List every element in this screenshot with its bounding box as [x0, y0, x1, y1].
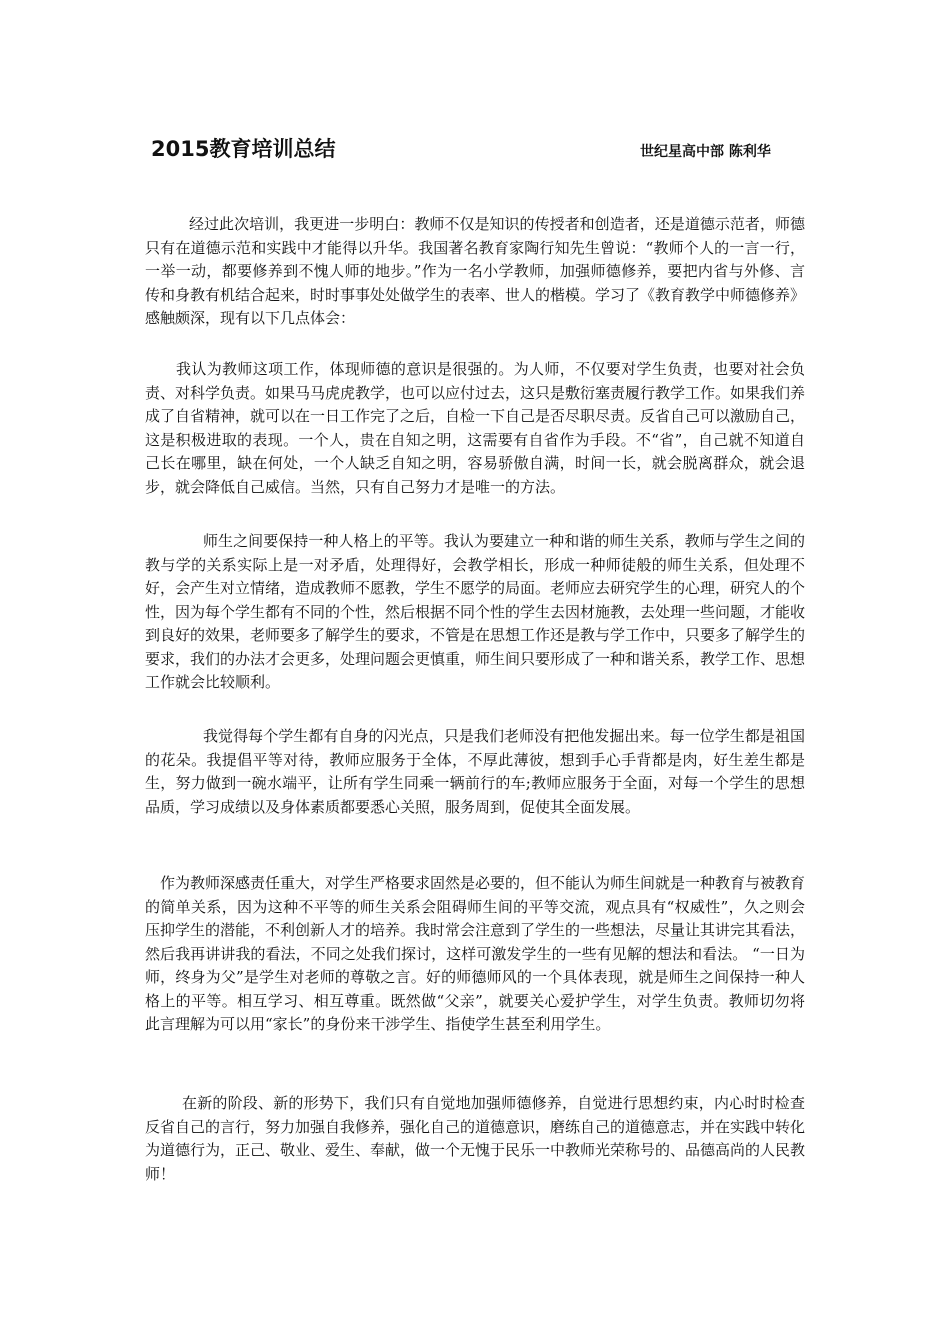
document-author: 世纪星高中部 陈利华: [640, 144, 771, 160]
paragraph-1: 经过此次培训，我更进一步明白：教师不仅是知识的传授者和创造者，还是道德示范者，师德只有在道德示范和实践中才能得以升华。我国著名教育家陶行知先生曾说：“教师个人的一言一行，一举一动，都要修养到不愧人师的地步。”作为一名小学教师，加强师德修养，要把内省与外修、言传和身教有机结合起来，时时事事处处做学生的表率、世人的楷模。学习了《教育教学中师德修养》感触颇深，现有以下几点体会：: [145, 215, 806, 327]
paragraph-2: 我认为教师这项工作，体现师德的意识是很强的。为人师，不仅要对学生负责，也要对社会负责、对科学负责。如果马马虎虎教学，也可以应付过去，这只是敷衍塞责履行教学工作。如果我们养成了自省精神，就可以在一日工作完了之后，自检一下自己是否尽职尽责。反省自己可以激励自己，这是积极进取的表现。一个人，贵在自知之明，这需要有自省作为手段。不“省”，自己就不知道自己长在哪里，缺在何处，一个人缺乏自知之明，容易骄傲自满，时间一长，就会脱离群众，就会退步，就会降低自己威信。当然，只有自己努力才是唯一的方法。: [145, 360, 806, 496]
paragraph-5: 作为教师深感责任重大，对学生严格要求固然是必要的，但不能认为师生间就是一种教育与被教育的简单关系，因为这种不平等的师生关系会阻碍师生间的平等交流，观点具有“权威性”，久之则会压抑学生的潜能，不利创新人才的培养。我时常会注意到了学生的一些想法，尽量让其讲完其看法，然后我再讲讲我的看法，不同之处我们探讨，这样可激发学生的一些有见解的想法和看法。 “一日为师，终身为父”是学生对老师的尊敬之言。好的师德师风的一个具体表现，就是师生之间保持一种人格上的平等。相互学习、相互尊重。既然做“父亲”，就要关心爱护学生，对学生负责。教师切勿将此言理解为可以用“家长”的身份来干涉学生、指使学生甚至利用学生。: [145, 874, 806, 1033]
paragraph-4: 我觉得每个学生都有自身的闪光点，只是我们老师没有把他发掘出来。每一位学生都是祖国的花朵。我提倡平等对待，教师应服务于全体，不厚此薄彼，想到手心手背都是肉，好生差生都是生，努力做到一碗水端平，让所有学生同乘一辆前行的车;教师应服务于全面，对每一个学生的思想品质，学习成绩以及身体素质都要悉心关照，服务周到，促使其全面发展。: [145, 727, 805, 816]
paragraph-3: 师生之间要保持一种人格上的平等。我认为要建立一种和谐的师生关系，教师与学生之间的教与学的关系实际上是一对矛盾，处理得好，会教学相长，形成一种师徒般的师生关系，但处理不好，会产生对立情绪，造成教师不愿教，学生不愿学的局面。老师应去研究学生的心理，研究人的个性，因为每个学生都有不同的个性，然后根据不同个性的学生去因材施教，去处理一些问题，才能收到良好的效果，老师要多了解学生的要求，不管是在思想工作还是教与学工作中，只要多了解学生的要求，我们的办法才会更多，处理问题会更慎重，师生间只要形成了一种和谐关系，教学工作、思想工作就会比较顺利。: [145, 532, 806, 691]
paragraph-6: 在新的阶段、新的形势下，我们只有自觉地加强师德修养，自觉进行思想约束，内心时时检查反省自己的言行，努力加强自我修养，强化自己的道德意识，磨练自己的道德意志，并在实践中转化为道德行为，正己、敬业、爱生、奉献，做一个无愧于民乐一中教师光荣称号的、品德高尚的人民教师！: [145, 1094, 806, 1183]
document-title: 2015教育培训总结: [151, 137, 336, 161]
